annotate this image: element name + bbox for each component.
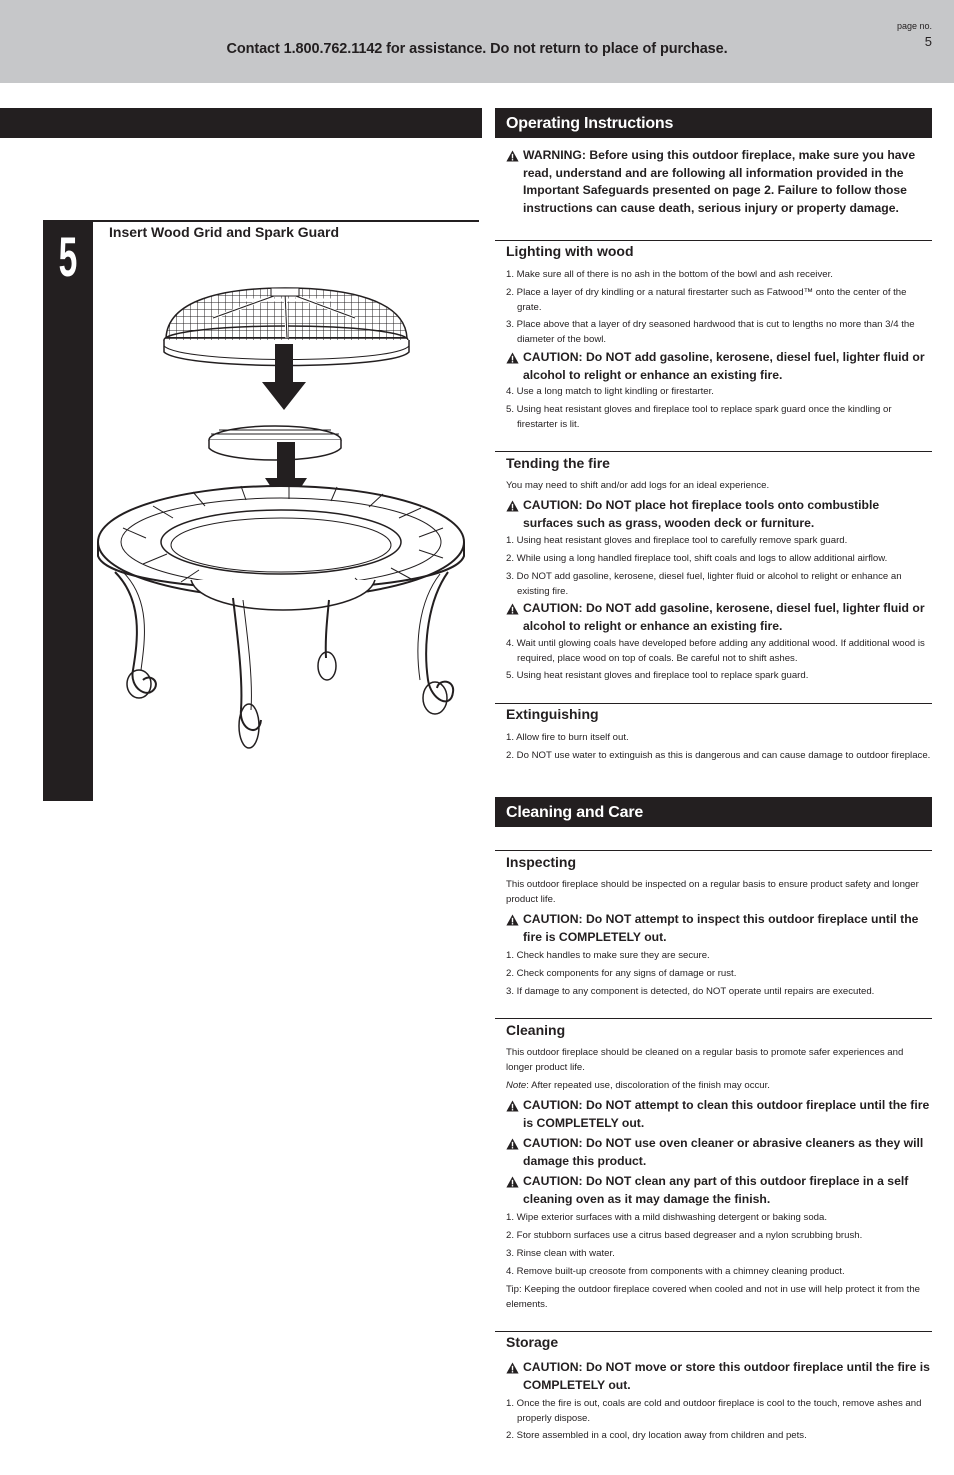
section-divider (495, 240, 932, 241)
fire-pit-illustration (98, 485, 464, 748)
warning-icon (506, 1362, 519, 1374)
list-item: 1. Once the fire is out, coals are cold and outdoor fireplace is cool to the touch, remove ashes and properly dispose. (506, 1398, 922, 1424)
section-divider (495, 703, 932, 704)
list-item: 5. Using heat resistant gloves and fireplace tool to replace spark guard once the kindling or firestarter is lit. (506, 404, 892, 430)
warning-icon (506, 150, 519, 162)
list-item: 1. Using heat resistant gloves and fireplace tool to carefully remove spark guard. (506, 535, 848, 546)
warning-icon (506, 603, 519, 615)
step-number: 5 (58, 225, 78, 288)
list-item: 4. Remove built-up creosote from components with a chimney cleaning product. (506, 1266, 845, 1277)
list-item: 4. Use a long match to light kindling or firestarter. (506, 386, 714, 397)
list-item: 1. Check handles to make sure they are secure. (506, 950, 710, 961)
paragraph: You may need to shift and/or add logs for an ideal experience. (506, 480, 770, 491)
contact-banner: Contact 1.800.762.1142 for assistance. Do not return to place of purchase. (226, 41, 728, 57)
note: Note: After repeated use, discoloration of the finish may occur. (506, 1080, 770, 1091)
list-item: 3. Do NOT add gasoline, kerosene, diesel fuel, lighter fluid or alcohol to relight or enhance an existing fire. (506, 571, 902, 597)
step-title: Insert Wood Grid and Spark Guard (109, 224, 339, 240)
caution-note: CAUTION: Do NOT use oven cleaner or abrasive cleaners as they will damage this product. (506, 1135, 930, 1170)
list-item: 3. Place above that a layer of dry seasoned hardwood that is cut to lengths no more than 3/4 the diameter of the bowl. (506, 319, 915, 345)
warning-icon (506, 1138, 519, 1150)
tip: Tip: Keeping the outdoor fireplace covered when cooled and not in use will help protect it from the elements. (506, 1284, 921, 1310)
list-item: 3. Rinse clean with water. (506, 1248, 615, 1259)
left-header-bar (0, 108, 482, 138)
warning-icon (506, 352, 519, 364)
list-item: 1. Allow fire to burn itself out. (506, 732, 629, 743)
list-item: 4. Wait until glowing coals have developed before adding any additional wood. If additional wood is required, place wood on top of coals. Be careful not to shift ashes. (506, 638, 925, 664)
list-item: 3. If damage to any component is detected, do NOT operate until repairs are executed. (506, 986, 875, 997)
step-tab (43, 220, 93, 801)
caution-note: CAUTION: Do NOT move or store this outdoor fireplace until the fire is COMPLETELY out. (506, 1359, 930, 1394)
list-item: 2. Place a layer of dry kindling or a natural firestarter such as Fatwood™ onto the center of the grate. (506, 287, 907, 313)
list-item: 5. Using heat resistant gloves and fireplace tool to replace spark guard. (506, 670, 809, 681)
inspecting-heading: Inspecting (506, 854, 577, 870)
list-item: 2. For stubborn surfaces use a citrus based degreaser and a nylon scrubbing brush. (506, 1230, 863, 1241)
warning-icon (506, 500, 519, 512)
warning-icon (506, 1100, 519, 1112)
list-item: 1. Wipe exterior surfaces with a mild dishwashing detergent or baking soda. (506, 1212, 828, 1223)
list-item: 2. Check components for any signs of damage or rust. (506, 968, 737, 979)
caution-note: CAUTION: Do NOT add gasoline, kerosene, diesel fuel, lighter fluid or alcohol to relight or enhance an existing fire. (506, 349, 930, 384)
cleaning-heading: Cleaning (506, 1022, 566, 1038)
paragraph: This outdoor fireplace should be cleaned on a regular basis to promote safer experiences and longer product life. (506, 1047, 904, 1073)
lighting-heading: Lighting with wood (506, 243, 634, 259)
operating-instructions-heading: Operating Instructions (495, 108, 932, 138)
storage-heading: Storage (506, 1334, 559, 1350)
page-number: 5 (924, 34, 932, 49)
section-divider (495, 1331, 932, 1332)
paragraph: This outdoor fireplace should be inspected on a regular basis to ensure product safety and longer product life. (506, 879, 919, 905)
wood-grid-illustration (209, 426, 341, 460)
extinguishing-heading: Extinguishing (506, 706, 599, 722)
page-number-label: page no. (896, 21, 932, 31)
list-item: 2. Do NOT use water to extinguish as this is dangerous and can cause damage to outdoor fireplace. (506, 750, 931, 761)
caution-note: CAUTION: Do NOT attempt to inspect this outdoor fireplace until the fire is COMPLETELY out. (506, 911, 930, 946)
warning-icon (506, 914, 519, 926)
list-item: 1. Make sure all of there is no ash in the bottom of the bowl and ash receiver. (506, 269, 833, 280)
page-header (0, 0, 954, 83)
step-divider (93, 220, 479, 222)
list-item: 2. Store assembled in a cool, dry location away from children and pets. (506, 1430, 807, 1441)
fire-pit-assembly-illustration (93, 260, 483, 760)
caution-note: CAUTION: Do NOT place hot fireplace tools onto combustible surfaces such as grass, wooden deck or furniture. (506, 497, 930, 532)
tending-heading: Tending the fire (506, 455, 610, 471)
caution-note: CAUTION: Do NOT add gasoline, kerosene, diesel fuel, lighter fluid or alcohol to relight or enhance an existing fire. (506, 600, 930, 635)
warning-icon (506, 1176, 519, 1188)
caution-note: CAUTION: Do NOT attempt to clean this outdoor fireplace until the fire is COMPLETELY out. (506, 1097, 930, 1132)
cleaning-care-heading: Cleaning and Care (495, 797, 932, 827)
list-item: 2. While using a long handled fireplace tool, shift coals and logs to allow additional airflow. (506, 553, 888, 564)
section-divider (495, 451, 932, 452)
section-divider (495, 1018, 932, 1019)
section-divider (495, 850, 932, 851)
caution-note: CAUTION: Do NOT clean any part of this outdoor fireplace in a self cleaning oven as it may damage the finish. (506, 1173, 930, 1208)
operating-warning: WARNING: Before using this outdoor fireplace, make sure you have read, understand and are following all information provided in the Important Safeguards presented on page 2. Failure to follow those instructions can cause death, serious injury or property damage. (506, 147, 930, 217)
